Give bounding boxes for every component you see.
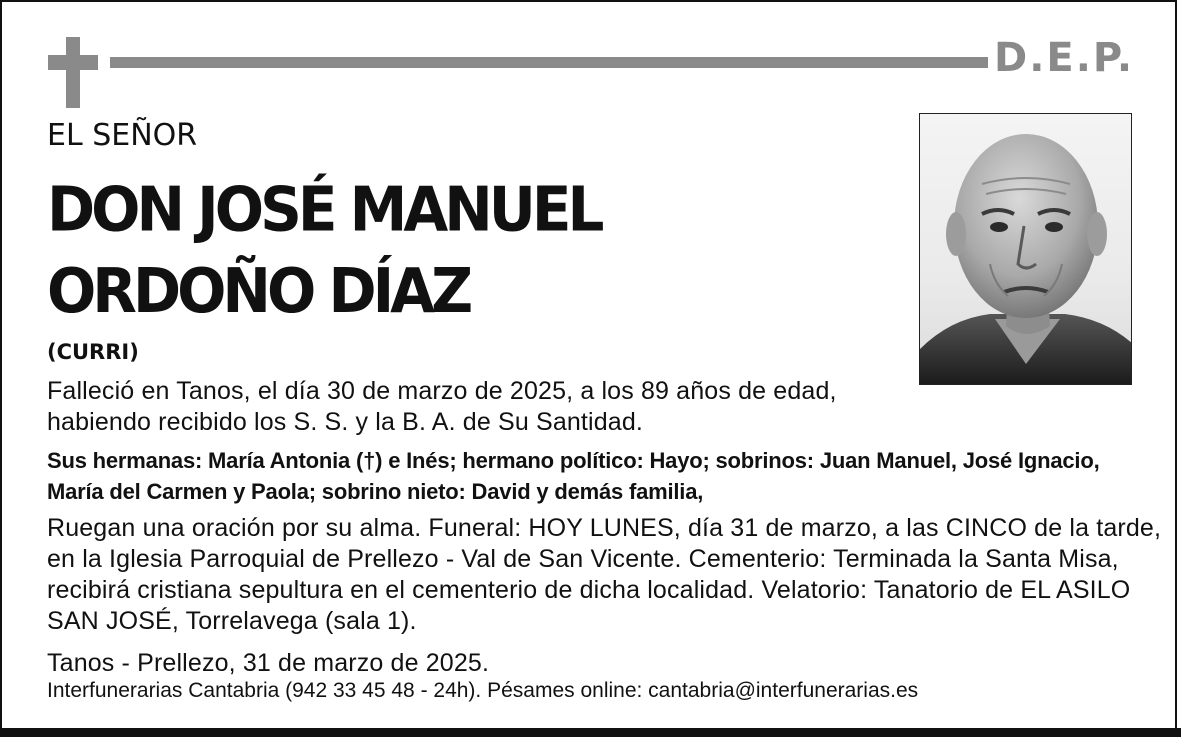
deceased-name — [47, 169, 600, 332]
funeral-home-contact: Interfunerarias Cantabria (942 33 45 48 - 24h). Pésames online: cantabria@interfunerarias.es — [47, 679, 919, 702]
dep-label: D.E.P. — [994, 35, 1135, 81]
deceased-name-line2: ORDOÑO DÍAZ — [47, 254, 470, 327]
family-line1: Sus hermanas: María Antonia (†) e Inés; hermano político: Hayo; sobrinos: Juan Manuel, José Ignacio, — [47, 448, 1100, 473]
place-date-text: Tanos - Prellezo, 31 de marzo de 2025. — [47, 649, 490, 677]
death-notice-line2: habiendo recibido los S. S. y la B. A. de Su Santidad. — [47, 408, 643, 436]
death-notice-line1: Falleció en Tanos, el día 30 de marzo de 2025, a los 89 años de edad, — [47, 377, 837, 405]
death-notice — [47, 376, 1147, 438]
cross-icon-crossbar — [48, 55, 98, 70]
place-date — [47, 648, 1147, 679]
nickname: (CURRI) — [47, 340, 139, 364]
portrait-image — [920, 114, 1132, 385]
cross-icon — [66, 37, 80, 108]
portrait-photo — [919, 113, 1132, 385]
ceremony-line2: en la Iglesia Parroquial de Prellezo - Val de San Vicente. Cementerio: Terminada la Santa Misa, — [47, 545, 1119, 573]
ceremony-line3: recibirá cristiana sepultura en el cementerio de dicha localidad. Velatorio: Tanatorio de EL ASILO — [47, 576, 1131, 604]
ceremony-line1: Ruegan una oración por su alma. Funeral: HOY LUNES, día 31 de marzo, a las CINCO de la tarde, — [47, 514, 1162, 542]
ceremony-details — [47, 513, 1162, 637]
bottom-border — [0, 728, 1181, 737]
family-line2: María del Carmen y Paola; sobrino nieto: David y demás familia, — [47, 479, 704, 504]
ceremony-line4: SAN JOSÉ, Torrelavega (sala 1). — [47, 607, 417, 635]
family-list — [47, 445, 1157, 507]
header-rule — [110, 57, 988, 68]
honorific: EL SEÑOR — [47, 118, 198, 153]
deceased-name-line1: DON JOSÉ MANUEL — [47, 173, 601, 246]
